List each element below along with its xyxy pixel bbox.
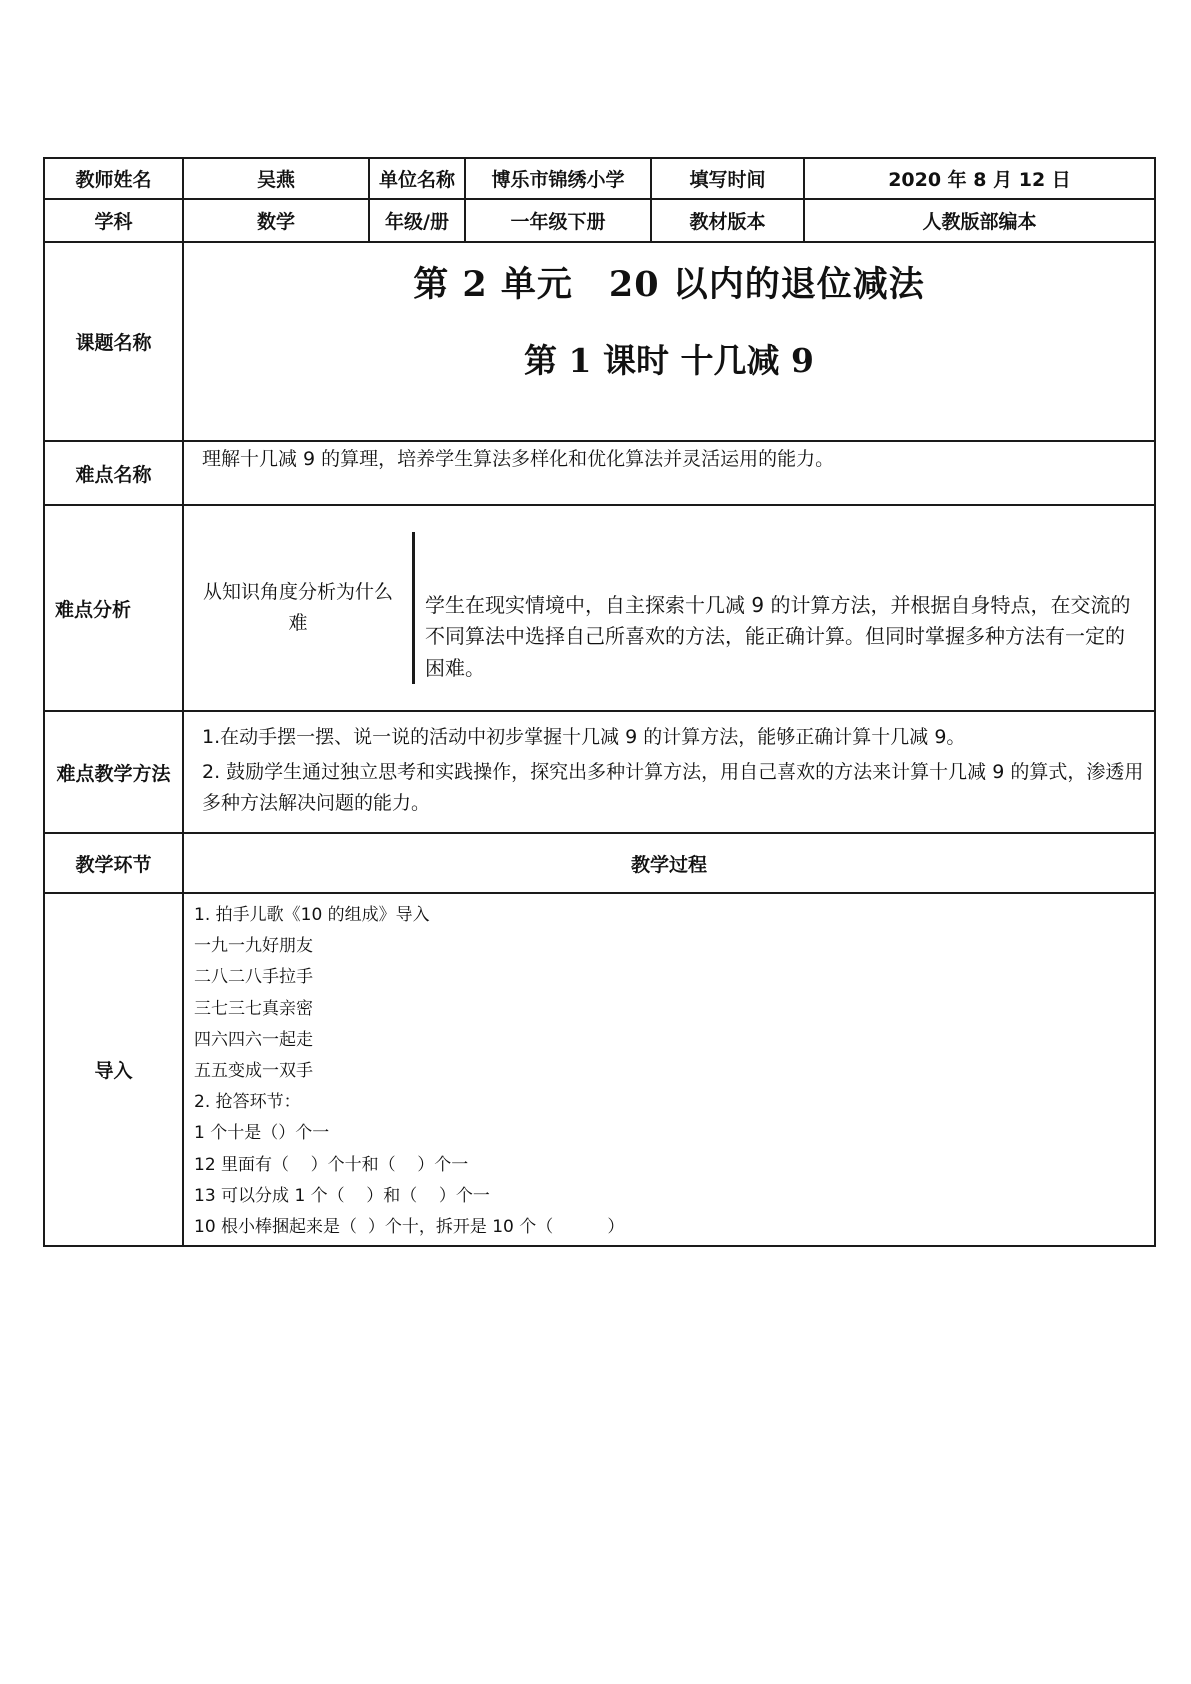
intro-content [183, 893, 1155, 1246]
teacher-value: 吴燕 [183, 158, 369, 199]
grade-value: 一年级下册 [465, 199, 651, 242]
teacher-label: 教师姓名 [44, 158, 183, 199]
stage-label: 教学环节 [44, 833, 183, 893]
topic-row [44, 242, 1155, 441]
analysis-sub-label: 从知识角度分析为什么难 [184, 532, 414, 685]
analysis-cell [183, 505, 1155, 711]
date-label: 填写时间 [651, 158, 804, 199]
lesson-title: 第 1 课时 十几减 9 [524, 341, 814, 380]
intro-line: 二八二八手拉手 [194, 967, 313, 988]
grade-label: 年级/册 [369, 199, 465, 242]
intro-line: 10 根小棒捆起来是（ ）个十，拆开是 10 个（ ） [194, 1217, 625, 1238]
edition-label: 教材版本 [651, 199, 804, 242]
methods-label: 难点教学方法 [44, 711, 183, 833]
intro-row [44, 893, 1155, 1246]
lesson-plan-sheet [43, 157, 1154, 1247]
difficulty-text: 理解十几减 9 的算理，培养学生算法多样化和优化算法并灵活运用的能力。 [202, 448, 835, 470]
methods-cell [183, 711, 1155, 833]
intro-line: 12 里面有（ ）个十和（ ）个一 [194, 1154, 469, 1175]
methods-item-2: 2. 鼓励学生通过独立思考和实践操作，探究出多种计算方法，用自己喜欢的方法来计算十几减 9 的算式，渗透用多种方法解决问题的能力。 [202, 761, 1144, 814]
edition-value: 人教版部编本 [804, 199, 1155, 242]
intro-label: 导入 [44, 893, 183, 1246]
intro-line: 1. 拍手儿歌《10 的组成》导入 [194, 905, 430, 925]
unit-label: 单位名称 [369, 158, 465, 199]
intro-line: 13 可以分成 1 个（ ）和（ ）个一 [194, 1185, 490, 1206]
header-row-2 [44, 199, 1155, 242]
process-header-row [44, 833, 1155, 893]
intro-line: 三七三七真亲密 [194, 998, 313, 1019]
difficulty-row [44, 441, 1155, 505]
subject-label: 学科 [44, 199, 183, 242]
difficulty-label: 难点名称 [44, 441, 183, 505]
date-value: 2020 年 8 月 12 日 [804, 158, 1155, 199]
header-row-1 [44, 158, 1155, 199]
subject-value: 数学 [183, 199, 369, 242]
intro-line: 五五变成一双手 [194, 1061, 313, 1082]
unit-value: 博乐市锦绣小学 [465, 158, 651, 199]
methods-row [44, 711, 1155, 833]
analysis-text: 学生在现实情境中，自主探索十几减 9 的计算方法，并根据自身特点，在交流的不同算法中选择自己所喜欢的方法，能正确计算。但同时掌握多种方法有一定的困难。 [425, 592, 1131, 680]
difficulty-cell [183, 441, 1155, 505]
unit-title: 第 2 单元 20 以内的退位减法 [413, 264, 925, 305]
intro-line: 四六四六一起走 [194, 1029, 313, 1050]
intro-line: 2. 抢答环节： [194, 1092, 301, 1113]
intro-line: 1 个十是（）个一 [194, 1123, 330, 1144]
process-label: 教学过程 [183, 833, 1155, 893]
topic-label: 课题名称 [44, 242, 183, 441]
methods-item-1: 1.在动手摆一摆、说一说的活动中初步掌握十几减 9 的计算方法，能够正确计算十几减 9。 [202, 726, 966, 748]
analysis-row [44, 505, 1155, 711]
topic-cell [183, 242, 1155, 441]
lesson-plan-table [43, 157, 1156, 1247]
analysis-inner-table [184, 532, 1154, 685]
intro-line: 一九一九好朋友 [194, 936, 313, 957]
analysis-label: 难点分析 [44, 505, 183, 711]
